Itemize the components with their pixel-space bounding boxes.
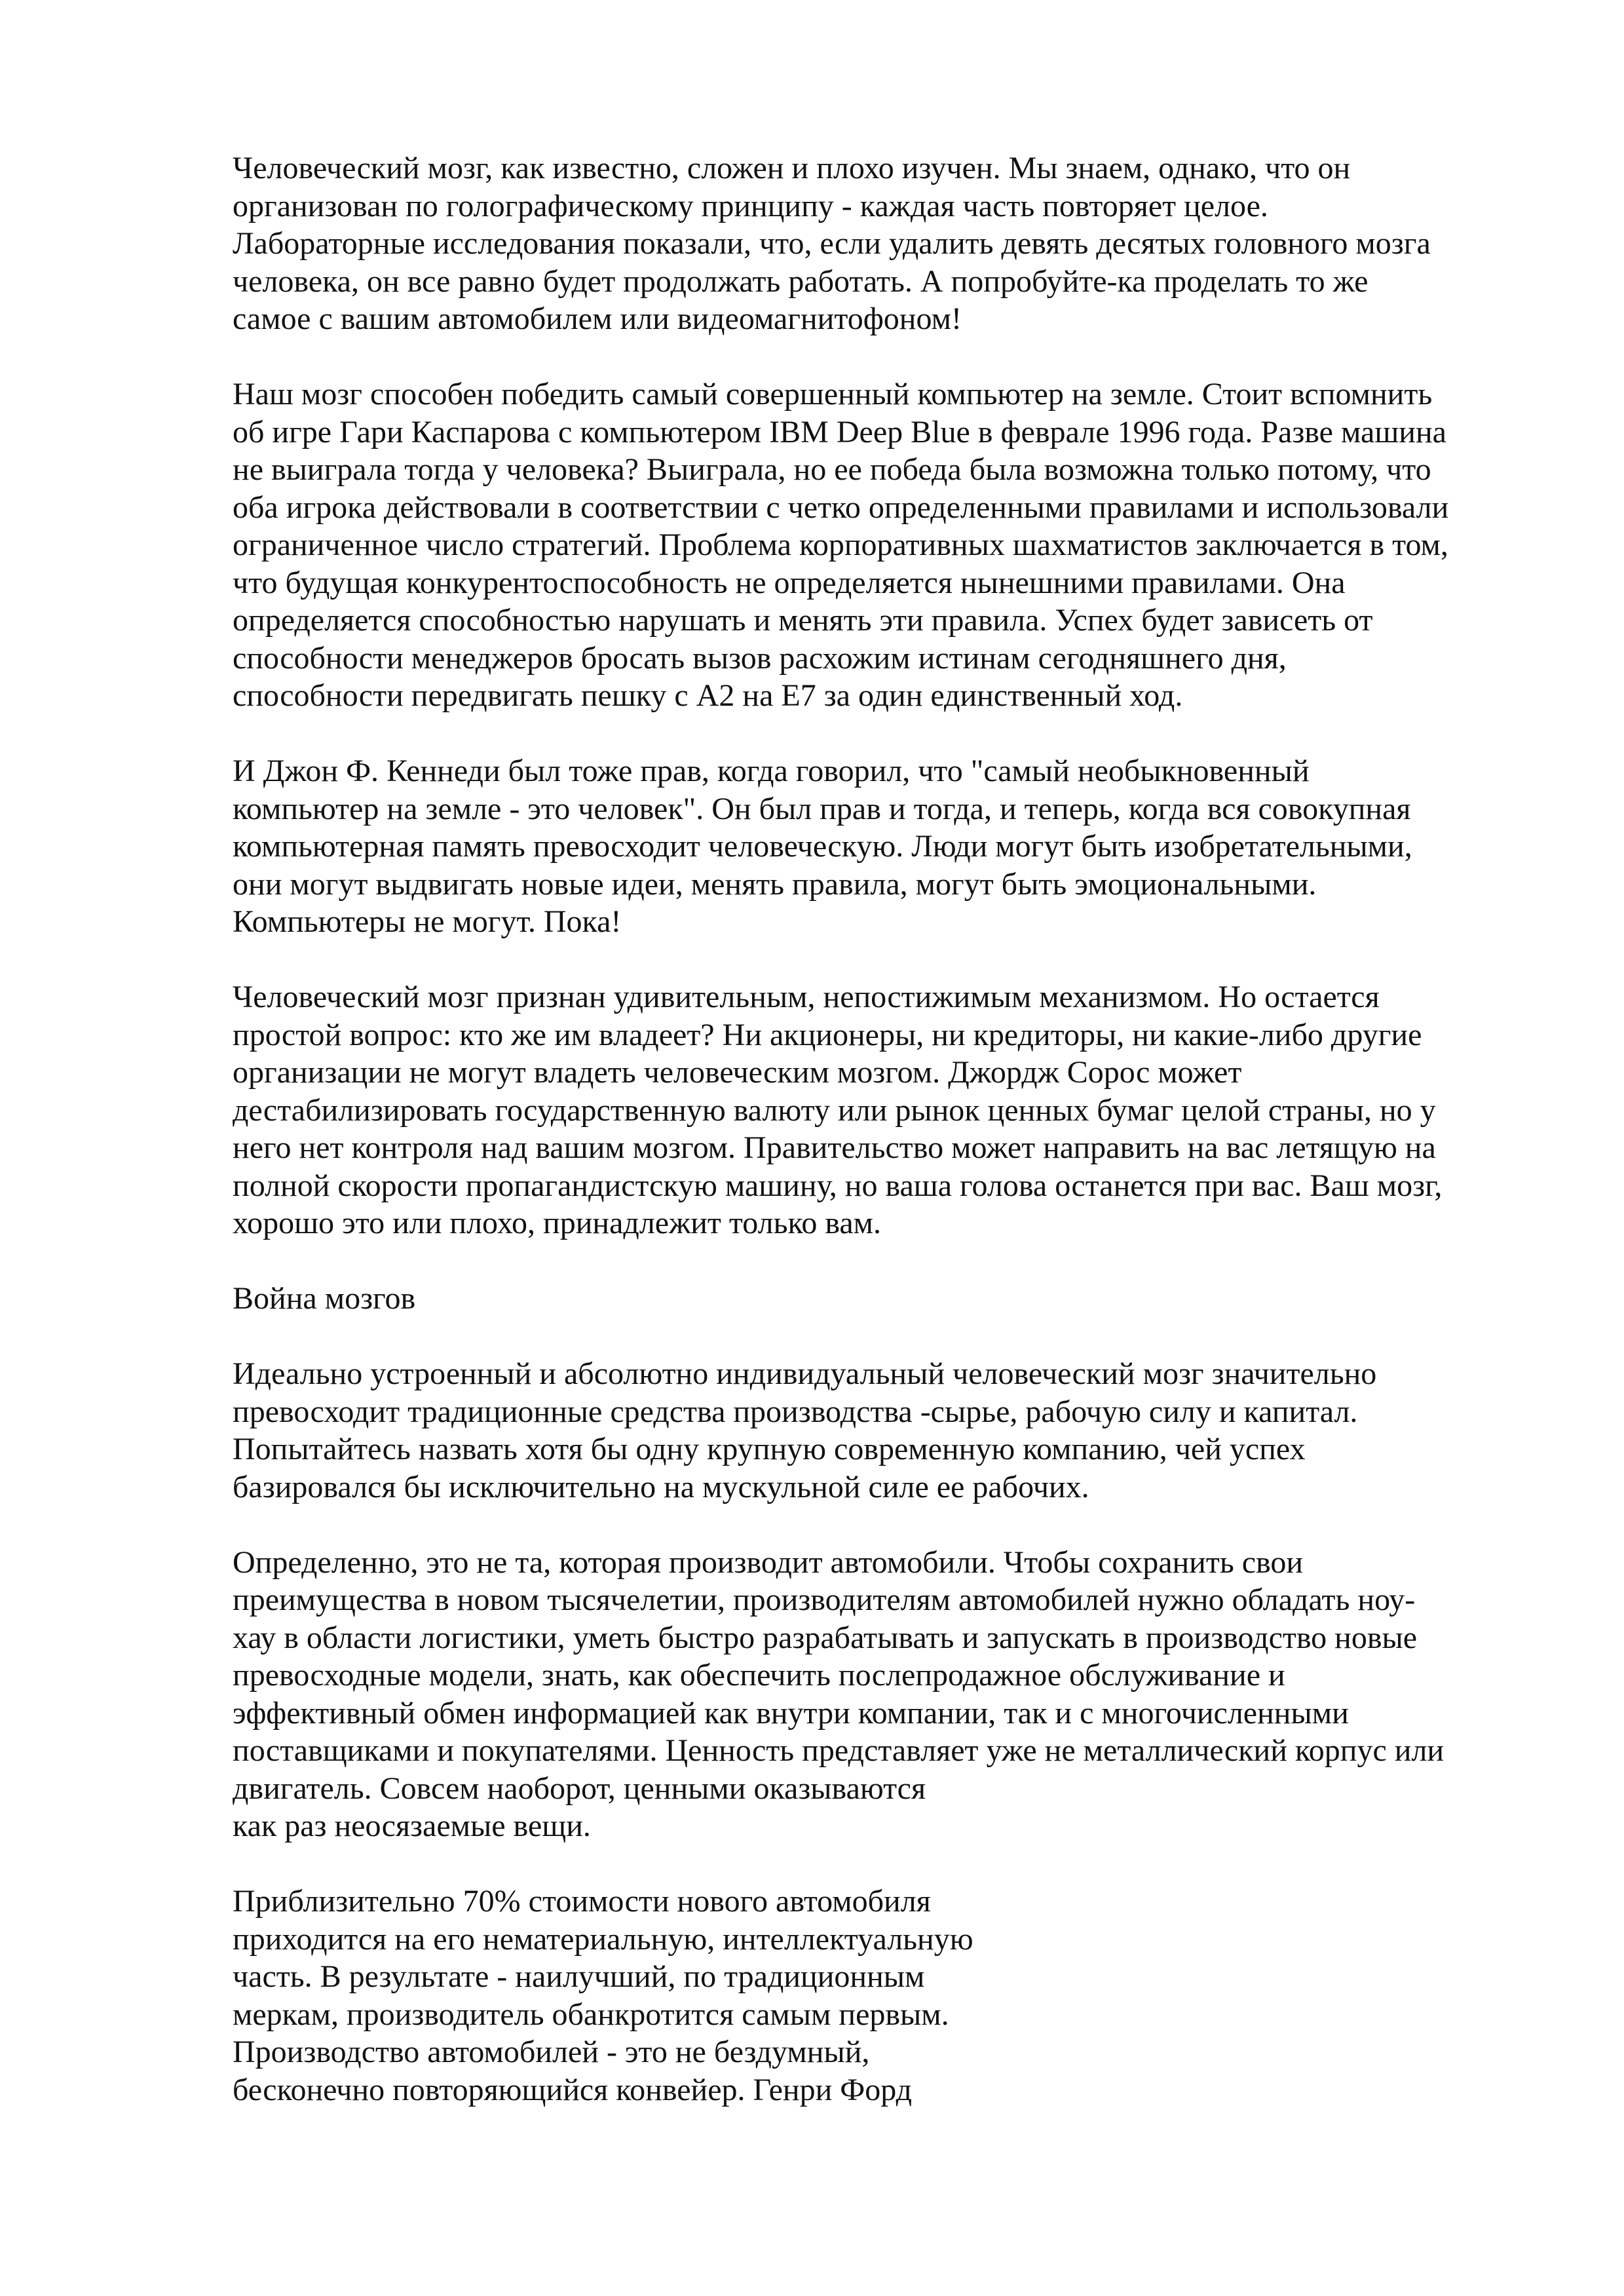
paragraph-kennedy: [233, 752, 1556, 941]
text-line: Человеческий мозг признан удивительным, непостижимым механизмом. Но остается: [233, 980, 1380, 1014]
paragraph-human-brain-holographic: [233, 149, 1556, 338]
text-line: часть. В результате - наилучший, по традиционным: [233, 1959, 925, 1994]
text-line: Приблизительно 70% стоимости нового автомобиля: [233, 1884, 931, 1919]
text-line: простой вопрос: кто же им владеет? Ни акционеры, ни кредиторы, ни какие-либо другие: [233, 1017, 1422, 1052]
text-line: об игре Гари Каспарова с компьютером IBM Deep Blue в феврале 1996 года. Разве машина: [233, 414, 1446, 450]
text-line: Человеческий мозг, как известно, сложен и плохо изучен. Мы знаем, однако, что он: [233, 151, 1351, 185]
text-line: полной скорости пропагандистскую машину, но ваша голова останется при вас. Ваш мозг,: [233, 1168, 1443, 1203]
text-line: И Джон Ф. Кеннеди был тоже прав, когда говорил, что "самый необыкновенный: [233, 754, 1310, 788]
text-line: оба игрока действовали в соответствии с четко определенными правилами и использовали: [233, 489, 1449, 525]
text-line: они могут выдвигать новые идеи, менять правила, могут быть эмоциональными.: [233, 866, 1317, 902]
text-line: как раз неосязаемые вещи.: [233, 1808, 591, 1843]
paragraph-means-of-production: [233, 1355, 1556, 1506]
text-line: меркам, производитель обанкротится самым первым.: [233, 1997, 949, 2032]
text-line: Определенно, это не та, которая производит автомобили. Чтобы сохранить свои: [233, 1544, 1304, 1580]
paragraph-brain-ownership: [233, 978, 1556, 1242]
text-line: приходится на его нематериальную, интеллектуальную: [233, 1921, 973, 1957]
document-page: [233, 149, 1556, 2147]
text-line: Попытайтесь назвать хотя бы одну крупную современную компанию, чей успех: [233, 1432, 1306, 1466]
text-line: организации не могут владеть человеческим мозгом. Джордж Сорос может: [233, 1055, 1242, 1090]
section-heading: Война мозгов: [233, 1281, 416, 1316]
text-line: эффективный обмен информацией как внутри компании, так и с многочисленными: [233, 1695, 1349, 1731]
text-line: преимущества в новом тысячелетии, производителям автомобилей нужно обладать ноу-: [233, 1582, 1416, 1617]
text-line: бесконечно повторяющийся конвейер. Генри Форд: [233, 2072, 912, 2107]
text-line: компьютерная память превосходит человеческую. Люди могут быть изобретательными,: [233, 829, 1412, 864]
text-line: самое с вашим автомобилем или видеомагнитофоном!: [233, 301, 962, 336]
text-line: хорошо это или плохо, принадлежит только вам.: [233, 1206, 882, 1240]
text-line: двигатель. Совсем наоборот, ценными оказываются: [233, 1770, 926, 1806]
text-line: превосходные модели, знать, как обеспечить послепродажное обслуживание и: [233, 1658, 1285, 1693]
text-line: что будущая конкурентоспособность не определяется нынешними правилами. Она: [233, 565, 1346, 600]
text-line: базировался бы исключительно на мускульной силе ее рабочих.: [233, 1469, 1089, 1504]
text-line: определяется способностью нарушать и менять эти правила. Успех будет зависеть от: [233, 603, 1373, 638]
text-line: компьютер на земле - это человек". Он был прав и тогда, и теперь, когда вся совокупная: [233, 791, 1411, 826]
text-line: способности менеджеров бросать вызов расхожим истинам сегодняшнего дня,: [233, 640, 1287, 676]
text-line: Идеально устроенный и абсолютно индивидуальный человеческий мозг значительно: [233, 1356, 1377, 1391]
text-line: дестабилизировать государственную валюту или рынок ценных бумаг целой страны, но у: [233, 1092, 1436, 1128]
text-line: Лабораторные исследования показали, что, если удалить девять десятых головного мозга: [233, 226, 1431, 261]
text-line: способности передвигать пешку с А2 на Е7 за один единственный ход.: [233, 678, 1183, 713]
text-line: не выиграла тогда у человека? Выиграла, но ее победа была возможна только потому, что: [233, 452, 1431, 487]
text-line: хау в области логистики, уметь быстро разрабатывать и запускать в производство новые: [233, 1620, 1418, 1655]
paragraph-car-value: [233, 1883, 1556, 2109]
text-line: Наш мозг способен победить самый совершенный компьютер на земле. Стоит вспомнить: [233, 377, 1433, 411]
text-line: ограниченное число стратегий. Проблема корпоративных шахматистов заключается в том,: [233, 527, 1448, 562]
text-line: Компьютеры не могут. Пока!: [233, 904, 622, 939]
paragraph-car-makers: [233, 1544, 1556, 1845]
text-line: него нет контроля над вашим мозгом. Правительство может направить на вас летящую на: [233, 1130, 1436, 1165]
text-line: превосходит традиционные средства производства -сырье, рабочую силу и капитал.: [233, 1394, 1358, 1429]
section-heading-brain-war: [233, 1280, 1556, 1318]
text-line: поставщиками и покупателями. Ценность представляет уже не металлический корпус или: [233, 1733, 1445, 1768]
text-line: человека, он все равно будет продолжать работать. А попробуйте-ка проделать то же: [233, 263, 1369, 299]
paragraph-deep-blue: [233, 375, 1556, 715]
text-line: Производство автомобилей - это не бездумный,: [233, 2035, 870, 2069]
text-line: организован по голографическому принципу - каждая часть повторяет целое.: [233, 188, 1268, 223]
